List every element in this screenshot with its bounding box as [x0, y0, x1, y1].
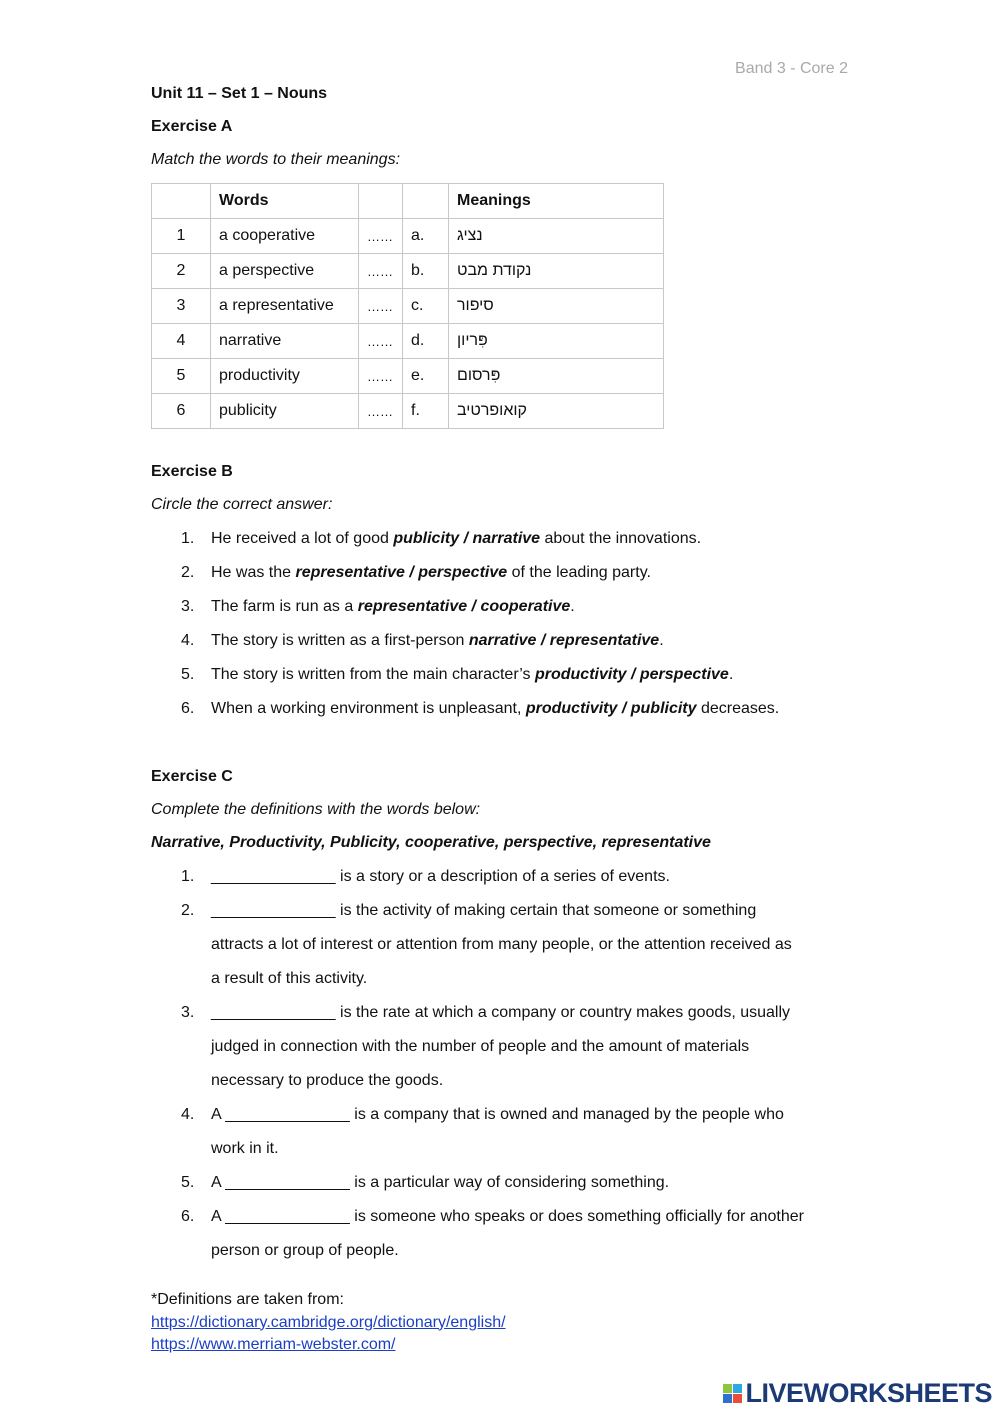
definition-line: a result of this activity.: [211, 970, 368, 987]
table-row: [152, 324, 664, 359]
item-number: 5.: [181, 666, 195, 683]
matching-table: [151, 183, 664, 429]
exercise-c-item: [151, 996, 804, 1098]
item-number: 4.: [181, 632, 195, 649]
table-row: [152, 359, 664, 394]
answer-blank[interactable]: ……: [359, 359, 403, 394]
item-number: 2.: [181, 902, 195, 919]
definition-line: work in it.: [211, 1140, 279, 1157]
meaning: פִּריון: [449, 324, 664, 359]
item-text: decreases.: [696, 700, 780, 717]
answer-blank[interactable]: ……: [359, 394, 403, 429]
exercise-b-item: [151, 556, 779, 590]
definition-line: A ______________ is a particular way of considering something.: [211, 1174, 670, 1191]
answer-choices[interactable]: representative / perspective: [295, 564, 508, 581]
row-number: 4: [152, 324, 211, 359]
exercise-c-item: [151, 860, 804, 894]
definition-line: ______________ is a story or a description of a series of events.: [211, 868, 670, 885]
meaning-letter: d.: [403, 324, 449, 359]
answer-blank[interactable]: ……: [359, 254, 403, 289]
exercise-c-item: [151, 1166, 804, 1200]
word: publicity: [211, 394, 359, 429]
item-text: He received a lot of good: [211, 530, 394, 547]
meaning: פִּרסום: [449, 359, 664, 394]
item-text: When a working environment is unpleasant,: [211, 700, 526, 717]
item-number: 1.: [181, 530, 195, 547]
col-meanings: Meanings: [449, 184, 664, 219]
merriam-webster-link[interactable]: https://www.merriam-webster.com/: [151, 1336, 396, 1353]
answer-blank[interactable]: ……: [359, 324, 403, 359]
item-number: 4.: [181, 1106, 195, 1123]
answer-choices[interactable]: representative / cooperative: [357, 598, 571, 615]
definition-line: attracts a lot of interest or attention from many people, or the attention received as: [211, 936, 792, 953]
definition-line: A ______________ is a company that is owned and managed by the people who: [211, 1106, 784, 1123]
table-row: [152, 394, 664, 429]
col-words: Words: [211, 184, 359, 219]
meaning-letter: b.: [403, 254, 449, 289]
item-number: 2.: [181, 564, 195, 581]
meaning: סיפור: [449, 289, 664, 324]
definition-line: ______________ is the activity of making certain that someone or something: [211, 902, 757, 919]
item-text: The farm is run as a: [211, 598, 358, 615]
answer-choices[interactable]: publicity / narrative: [393, 530, 541, 547]
definition-line: A ______________ is someone who speaks or does something officially for another: [211, 1208, 804, 1225]
item-number: 5.: [181, 1174, 195, 1191]
word: narrative: [211, 324, 359, 359]
table-row: [152, 219, 664, 254]
item-text: He was the: [211, 564, 296, 581]
exercise-c-item: [151, 894, 804, 996]
definition-line: ______________ is the rate at which a company or country makes goods, usually: [211, 1004, 791, 1021]
unit-title: Unit 11 – Set 1 – Nouns: [151, 85, 328, 102]
exercise-b-instruction: Circle the correct answer:: [151, 496, 333, 513]
liveworksheets-logo: [723, 1378, 992, 1409]
exercise-a-heading: Exercise A: [151, 118, 233, 135]
word-bank: Narrative, Productivity, Publicity, cooperative, perspective, representative: [151, 834, 711, 851]
item-text: .: [659, 632, 664, 649]
definition-line: necessary to produce the goods.: [211, 1072, 444, 1089]
answer-choices[interactable]: productivity / publicity: [525, 700, 697, 717]
meaning: נקודת מבט: [449, 254, 664, 289]
item-number: 6.: [181, 700, 195, 717]
table-row: [152, 254, 664, 289]
item-number: 1.: [181, 868, 195, 885]
item-number: 3.: [181, 1004, 195, 1021]
definition-line: person or group of people.: [211, 1242, 399, 1259]
exercise-b-item: [151, 590, 779, 624]
exercise-b-item: [151, 522, 779, 556]
meaning: נציג: [449, 219, 664, 254]
exercise-c-item: [151, 1200, 804, 1268]
item-text: about the innovations.: [540, 530, 702, 547]
item-text: The story is written from the main character’s: [211, 666, 535, 683]
answer-choices[interactable]: productivity / perspective: [534, 666, 729, 683]
exercise-c-item: [151, 1098, 804, 1166]
row-number: 5: [152, 359, 211, 394]
meaning-letter: a.: [403, 219, 449, 254]
logo-cube-icon: [723, 1384, 742, 1403]
item-number: 3.: [181, 598, 195, 615]
meaning: קואופרטיב: [449, 394, 664, 429]
cambridge-link[interactable]: https://dictionary.cambridge.org/dictionary/english/: [151, 1313, 506, 1331]
footer-note: *Definitions are taken from:: [151, 1291, 344, 1308]
row-number: 2: [152, 254, 211, 289]
row-number: 6: [152, 394, 211, 429]
item-text: of the leading party.: [507, 564, 651, 581]
meaning-letter: c.: [403, 289, 449, 324]
answer-blank[interactable]: ……: [359, 219, 403, 254]
word: productivity: [211, 359, 359, 394]
word: a representative: [211, 289, 359, 324]
exercise-c-heading: Exercise C: [151, 768, 233, 785]
word: a perspective: [211, 254, 359, 289]
definition-line: judged in connection with the number of people and the amount of materials: [211, 1038, 750, 1055]
table-row: [152, 289, 664, 324]
exercise-b-item: [151, 658, 779, 692]
meaning-letter: f.: [403, 394, 449, 429]
item-text: .: [728, 666, 734, 683]
exercise-c-instruction: Complete the definitions with the words below:: [151, 801, 481, 818]
exercise-c-list: [151, 860, 804, 1268]
exercise-b-heading: Exercise B: [151, 463, 233, 480]
table-header-row: [152, 184, 664, 219]
row-number: 1: [152, 219, 211, 254]
exercise-b-item: [151, 624, 779, 658]
footer: [151, 1289, 506, 1357]
exercise-b-list: [151, 522, 779, 726]
exercise-b-item: [151, 692, 779, 726]
item-text: .: [570, 598, 575, 615]
answer-choices[interactable]: narrative / representative: [468, 632, 660, 649]
item-text: The story is written as a first-person: [211, 632, 469, 649]
item-number: 6.: [181, 1208, 195, 1225]
answer-blank[interactable]: ……: [359, 289, 403, 324]
word: a cooperative: [211, 219, 359, 254]
row-number: 3: [152, 289, 211, 324]
exercise-a-instruction: Match the words to their meanings:: [151, 151, 401, 168]
band-label: Band 3 - Core 2: [735, 60, 848, 77]
logo-text: LIVEWORKSHEETS: [745, 1378, 992, 1408]
meaning-letter: e.: [403, 359, 449, 394]
